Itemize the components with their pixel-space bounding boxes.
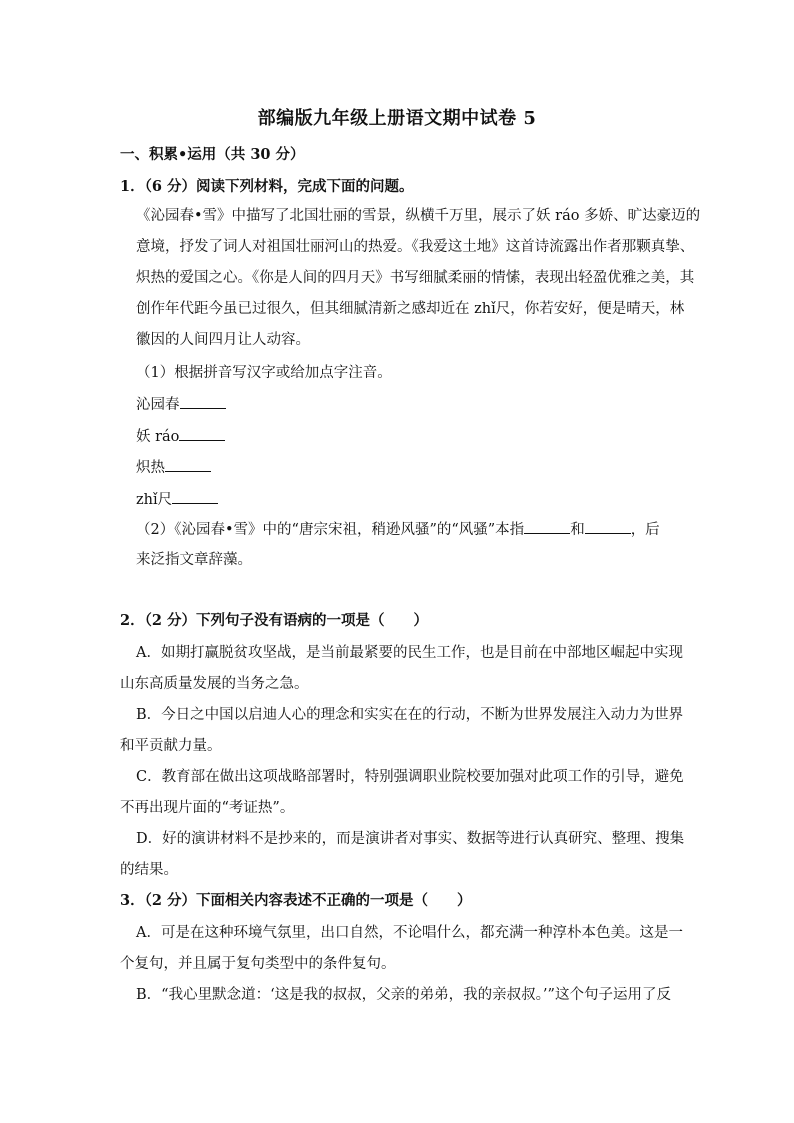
q1-subquestion-2 [136,519,660,540]
answer-blank[interactable] [180,394,226,409]
q1-answer-row-4 [136,489,218,510]
q2-option-c-line-1: C．教育部在做出这项战略部署时，特别强调职业院校要加强对此项工作的引导，避免 [136,769,684,785]
answer-blank[interactable] [524,519,570,534]
q1-answer-label-2: 妖 ráo [136,429,180,445]
q1-sub2-text-c: ，后 [630,522,660,538]
question-3-stem: 3．（2 分）下面相关内容表述不正确的一项是（ ） [120,892,472,909]
answer-blank[interactable] [172,489,218,504]
q2-option-d-line-2: 的结果。 [120,862,178,878]
page-title: 部编版九年级上册语文期中试卷 5 [257,108,537,129]
q3-option-a-line-2: 个复句，并且属于复句类型中的条件复句。 [120,956,396,972]
q2-option-a-line-1: A．如期打赢脱贫攻坚战，是当前最紧要的民生工作，也是目前在中部地区崛起中实现 [136,645,683,661]
q1-answer-row-1 [136,394,226,415]
q1-passage-line-4: 创作年代距今虽已过很久，但其细腻清新之感却近在 zhǐ尺，你若安好，便是晴天，林 [136,301,685,317]
q1-passage-line-5: 徽因的人间四月让人动容。 [136,332,310,348]
answer-blank[interactable] [179,426,225,441]
q2-option-b-line-1: B．今日之中国以启迪人心的理念和实实在在的行动，不断为世界发展注入动力为世界 [136,707,684,723]
answer-blank[interactable] [585,519,631,534]
q1-sub2-text-a: （2）《沁园春•雪》中的“唐宗宋祖，稍逊风骚”的“风骚”本指 [136,522,525,538]
q1-answer-row-3 [136,457,211,478]
q1-passage-line-2: 意境，抒发了词人对祖国壮丽河山的热爱。《我爱这土地》这首诗流露出作者那颗真挚、 [136,239,695,255]
answer-blank[interactable] [165,457,211,472]
q2-option-a-line-2: 山东高质量发展的当务之急。 [120,676,309,692]
q1-answer-label-4: zhǐ尺 [136,492,173,508]
q1-subquestion-1: （1）根据拼音写汉字或给加点字注音。 [136,365,392,381]
q1-passage-line-3: 炽热的爱国之心。《你是人间的四月天》书写细腻柔丽的情愫，表现出轻盈优雅之美，其 [136,270,695,286]
q2-option-d-line-1: D．好的演讲材料不是抄来的，而是演讲者对事实、数据等进行认真研究、整理、搜集 [136,831,685,847]
q2-option-c-line-2: 不再出现片面的“考证热”。 [120,800,295,816]
q3-option-b-line-1: B．“我心里默念道：‘这是我的叔叔，父亲的弟弟，我的亲叔叔。’”这个句子运用了反 [136,987,671,1003]
q1-sub2-text-b: 和 [570,522,585,538]
section-heading: 一、积累•运用（共 30 分） [120,146,305,163]
q1-answer-label-3: 炽热 [136,460,165,476]
q2-option-b-line-2: 和平贡献力量。 [120,738,222,754]
q1-passage-line-1: 《沁园春•雪》中描写了北国壮丽的雪景，纵横千万里，展示了妖 ráo 多娇、旷达豪迈的 [136,208,701,224]
question-1-stem: 1．（6 分）阅读下列材料，完成下面的问题。 [120,178,414,195]
question-2-stem: 2．（2 分）下列句子没有语病的一项是（ ） [120,612,428,629]
q1-answer-row-2 [136,426,225,447]
q3-option-a-line-1: A．可是在这种环境气氛里，出口自然，不论唱什么，都充满一种淳朴本色美。这是一 [136,925,683,941]
q1-sub2-continuation: 来泛指文章辞藻。 [136,552,252,568]
q1-answer-label-1: 沁园春 [136,397,180,413]
